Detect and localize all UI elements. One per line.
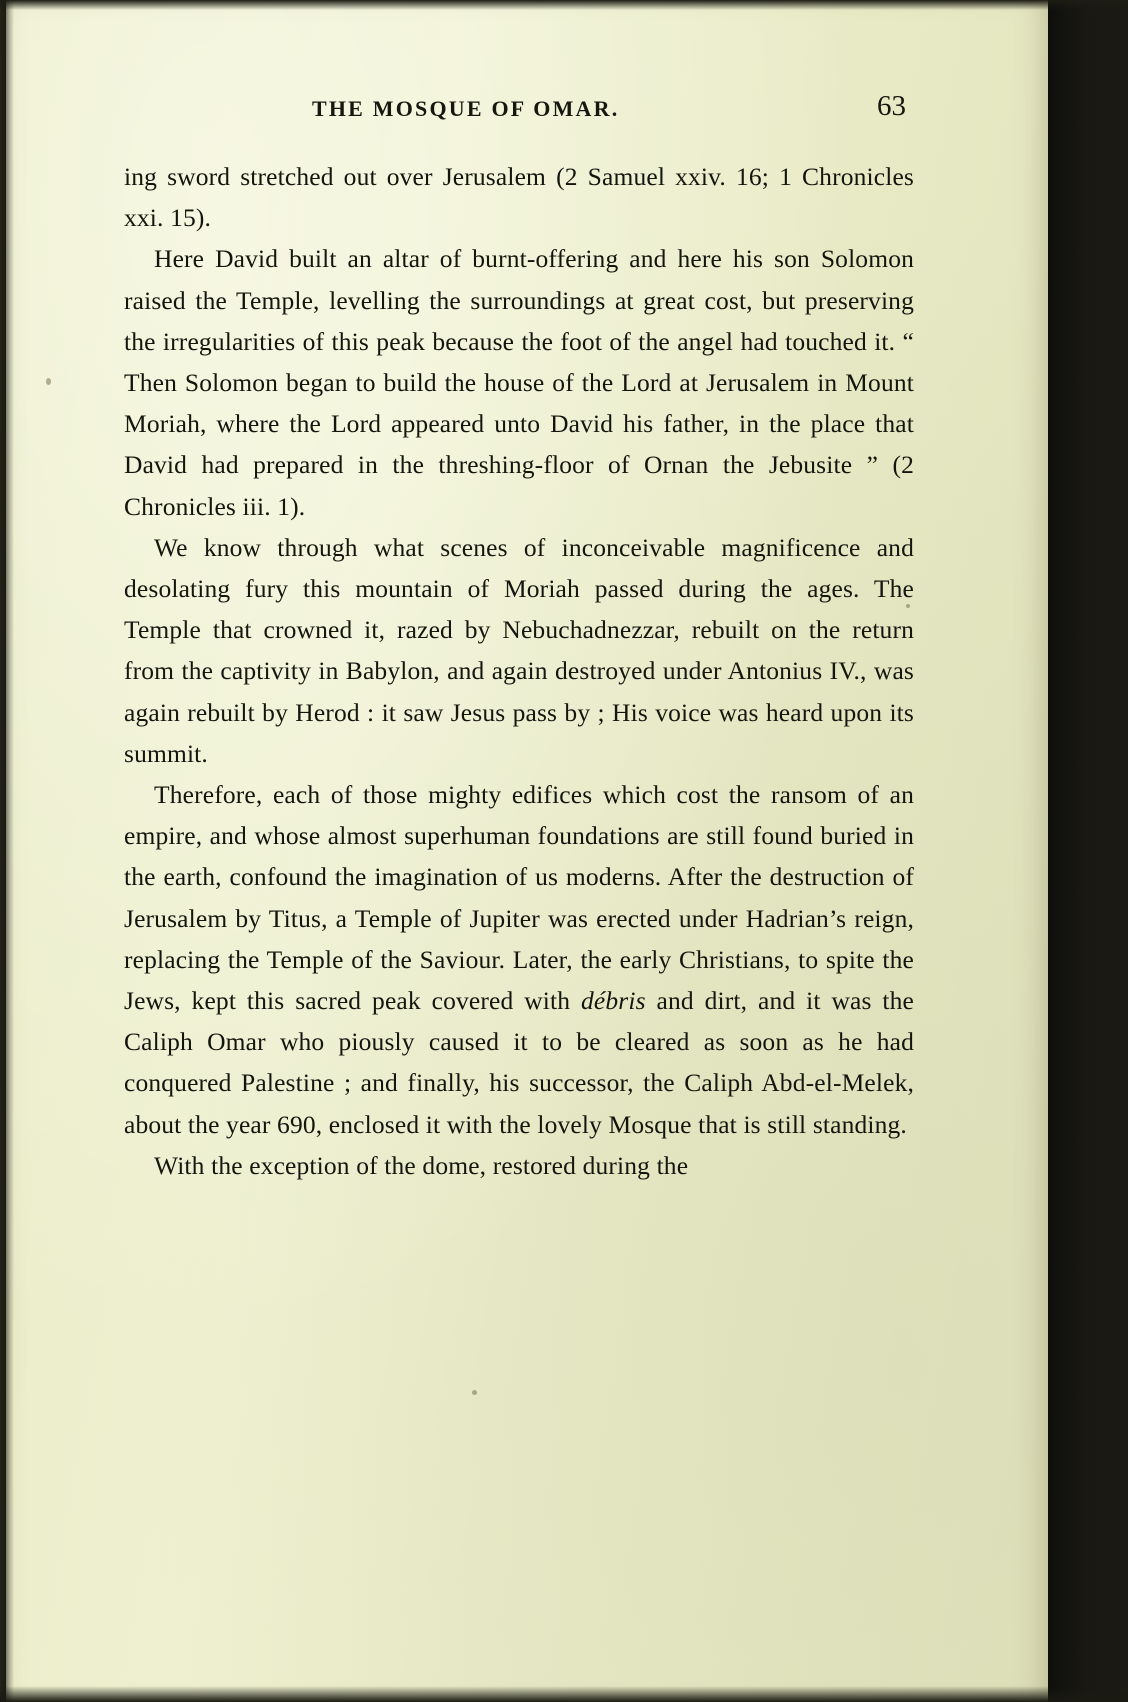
scan-edge-left — [0, 0, 14, 1702]
paragraph-5: With the exception of the dome, restored during the — [154, 1150, 689, 1180]
paper-speck — [46, 378, 51, 385]
scan-edge-bottom — [0, 1686, 1128, 1702]
paragraph-1: ing sword stretched out over Jerusalem (2 Samuel xxiv. 16; 1 Chronicles xxi. 15). — [124, 162, 914, 233]
body-text — [124, 156, 914, 1186]
paper-speck — [906, 604, 910, 608]
page-content — [124, 90, 914, 1186]
paper-speck — [472, 1390, 477, 1395]
paper-sheet — [6, 0, 1048, 1702]
paragraph-2: Here David built an altar of burnt-offering and here his son Solomon raised the Temple, levelling the surroundings at great cost, but preserving the irregularities of this peak because the foot of the angel had touched it. “ Then Solomon began to build the house of the Lord at Jerusalem in Mount Moriah, where the Lord appeared unto David his father, in the place that David had prepared in the threshing-floor of Ornan the Jebusite ” (2 Chronicles iii. 1). — [124, 244, 914, 521]
paragraph-3: We know through what scenes of inconceivable magnificence and desolating fury this mountain of Moriah passed during the ages. The Temple that crowned it, razed by Nebuchadnezzar, rebuilt on the return from the captivity in Babylon, and again destroyed under Antonius IV., was again rebuilt by Herod : it saw Jesus pass by ; His voice was heard upon its summit. — [124, 532, 914, 768]
paragraph-4-head: Therefore, each of those mighty edifices which cost the ransom of an empire, and whose almost superhuman foundations are still found buried in the earth, confound the imagination of us moderns. After the destruction of Jerusalem by Titus, a Temple of Jupiter was erected under Hadrian’s reign, replacing the Temple of the Saviour. Later, the early Christians, to spite the Jews, kept this sacred peak covered with — [124, 780, 914, 1016]
scan-edge-right — [1048, 0, 1128, 1702]
running-head — [124, 90, 914, 142]
paragraph-4 — [124, 774, 914, 1145]
page-number: 63 — [877, 90, 906, 122]
paragraph-4-tail: and dirt, and it was the Caliph Omar who piously caused it to be cleared as soon as he had conquered Palestine ; and finally, his successor, the Caliph Abd-el-Melek, about the year 690, enclosed it with the lovely Mosque that is still standing. — [124, 986, 914, 1139]
page-title: THE MOSQUE OF OMAR. — [312, 96, 620, 121]
italic-word-debris: débris — [581, 986, 646, 1016]
scan-edge-top — [0, 0, 1128, 10]
